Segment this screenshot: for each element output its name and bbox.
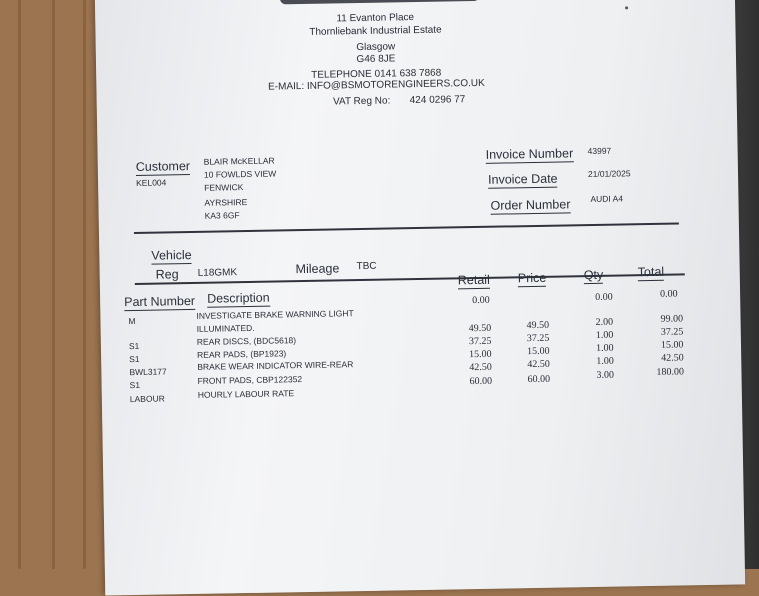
row-total: 37.25 bbox=[660, 326, 684, 338]
row-part-number: S1 bbox=[129, 353, 140, 365]
wood-grain bbox=[52, 0, 55, 569]
customer-label: Customer bbox=[135, 158, 191, 174]
address-line-1: 11 Evanton Place bbox=[336, 12, 415, 25]
row-part-number: S1 bbox=[129, 379, 141, 391]
row-total: 0.00 bbox=[660, 288, 678, 300]
col-header-total: Total bbox=[637, 264, 665, 280]
company-email: E-MAIL: INFO@BSMOTORENGINEERS.CO.UK bbox=[267, 77, 485, 93]
reg-value: L18GMK bbox=[197, 267, 238, 279]
row-description: REAR DISCS, (BDC5618) bbox=[196, 335, 297, 347]
vat-label: VAT Reg No: bbox=[332, 95, 391, 108]
invoice-number-label: Invoice Number bbox=[485, 146, 574, 162]
order-number-label: Order Number bbox=[490, 197, 571, 213]
customer-address-3: AYRSHIRE bbox=[204, 197, 248, 208]
row-qty: 0.00 bbox=[595, 291, 613, 303]
row-retail: 37.25 bbox=[468, 335, 492, 348]
address-line-3: Glasgow bbox=[356, 41, 396, 54]
row-retail: 60.00 bbox=[469, 375, 493, 388]
invoice-paper bbox=[95, 0, 745, 596]
customer-postcode: KA3 6GF bbox=[204, 210, 240, 221]
customer-address-2: FENWICK bbox=[204, 182, 244, 193]
address-line-4: G46 8JE bbox=[356, 53, 396, 66]
company-logo-fragment bbox=[280, 0, 480, 4]
row-qty: 2.00 bbox=[595, 316, 614, 328]
row-retail: 49.50 bbox=[468, 322, 492, 335]
row-description: INVESTIGATE BRAKE WARNING LIGHT bbox=[196, 308, 354, 321]
wood-grain bbox=[18, 0, 21, 569]
row-qty: 1.00 bbox=[596, 355, 614, 367]
row-retail: 42.50 bbox=[469, 361, 492, 374]
row-price: 60.00 bbox=[527, 373, 551, 386]
col-header-retail: Retail bbox=[457, 272, 490, 288]
row-retail: 15.00 bbox=[469, 348, 492, 361]
row-qty: 1.00 bbox=[595, 329, 614, 341]
row-price: 37.25 bbox=[526, 332, 550, 345]
col-header-price: Price bbox=[517, 270, 547, 286]
col-header-qty: Qty bbox=[583, 267, 604, 283]
row-part-number: LABOUR bbox=[129, 393, 165, 405]
invoice-number: 43997 bbox=[587, 145, 612, 157]
row-retail: 0.00 bbox=[472, 294, 490, 307]
invoice-date: 21/01/2025 bbox=[587, 168, 631, 180]
row-price: 42.50 bbox=[527, 358, 550, 371]
customer-code: KEL004 bbox=[136, 177, 167, 188]
row-part-number: M bbox=[128, 315, 136, 327]
row-qty: 1.00 bbox=[595, 342, 614, 354]
divider-line bbox=[134, 222, 679, 233]
row-price: 15.00 bbox=[526, 345, 550, 358]
row-price: 49.50 bbox=[526, 319, 550, 332]
address-line-2: Thornliebank Industrial Estate bbox=[309, 24, 442, 38]
paper-mark bbox=[625, 6, 628, 9]
vat-number: 424 0296 77 bbox=[409, 94, 466, 107]
mileage-value: TBC bbox=[356, 260, 377, 273]
row-qty: 3.00 bbox=[596, 369, 615, 381]
mileage-label: Mileage bbox=[295, 261, 340, 277]
row-description: BRAKE WEAR INDICATOR WIRE-REAR bbox=[197, 359, 354, 372]
customer-address-1: 10 FOWLDS VIEW bbox=[203, 168, 277, 180]
row-description: FRONT PADS, CBP122352 bbox=[197, 374, 303, 386]
row-part-number: S1 bbox=[128, 340, 140, 352]
row-part-number: BWL3177 bbox=[129, 366, 167, 378]
row-total: 180.00 bbox=[656, 366, 685, 378]
invoice-date-label: Invoice Date bbox=[487, 171, 558, 187]
order-number: AUDI A4 bbox=[590, 193, 624, 205]
customer-name: BLAIR McKELLAR bbox=[203, 155, 275, 167]
row-description: HOURLY LABOUR RATE bbox=[197, 388, 295, 400]
col-header-part-number: Part Number bbox=[124, 293, 196, 310]
vehicle-label: Vehicle bbox=[151, 247, 192, 263]
row-total: 15.00 bbox=[660, 339, 684, 351]
row-total: 99.00 bbox=[660, 313, 684, 325]
reg-label: Reg bbox=[155, 267, 179, 282]
row-total: 42.50 bbox=[661, 352, 684, 364]
row-description-cont: ILLUMINATED. bbox=[196, 322, 255, 334]
col-header-description: Description bbox=[206, 290, 270, 306]
company-telephone: TELEPHONE 0141 638 7868 bbox=[311, 67, 442, 81]
row-description: REAR PADS, (BP1923) bbox=[197, 348, 287, 360]
wood-grain bbox=[83, 0, 86, 569]
